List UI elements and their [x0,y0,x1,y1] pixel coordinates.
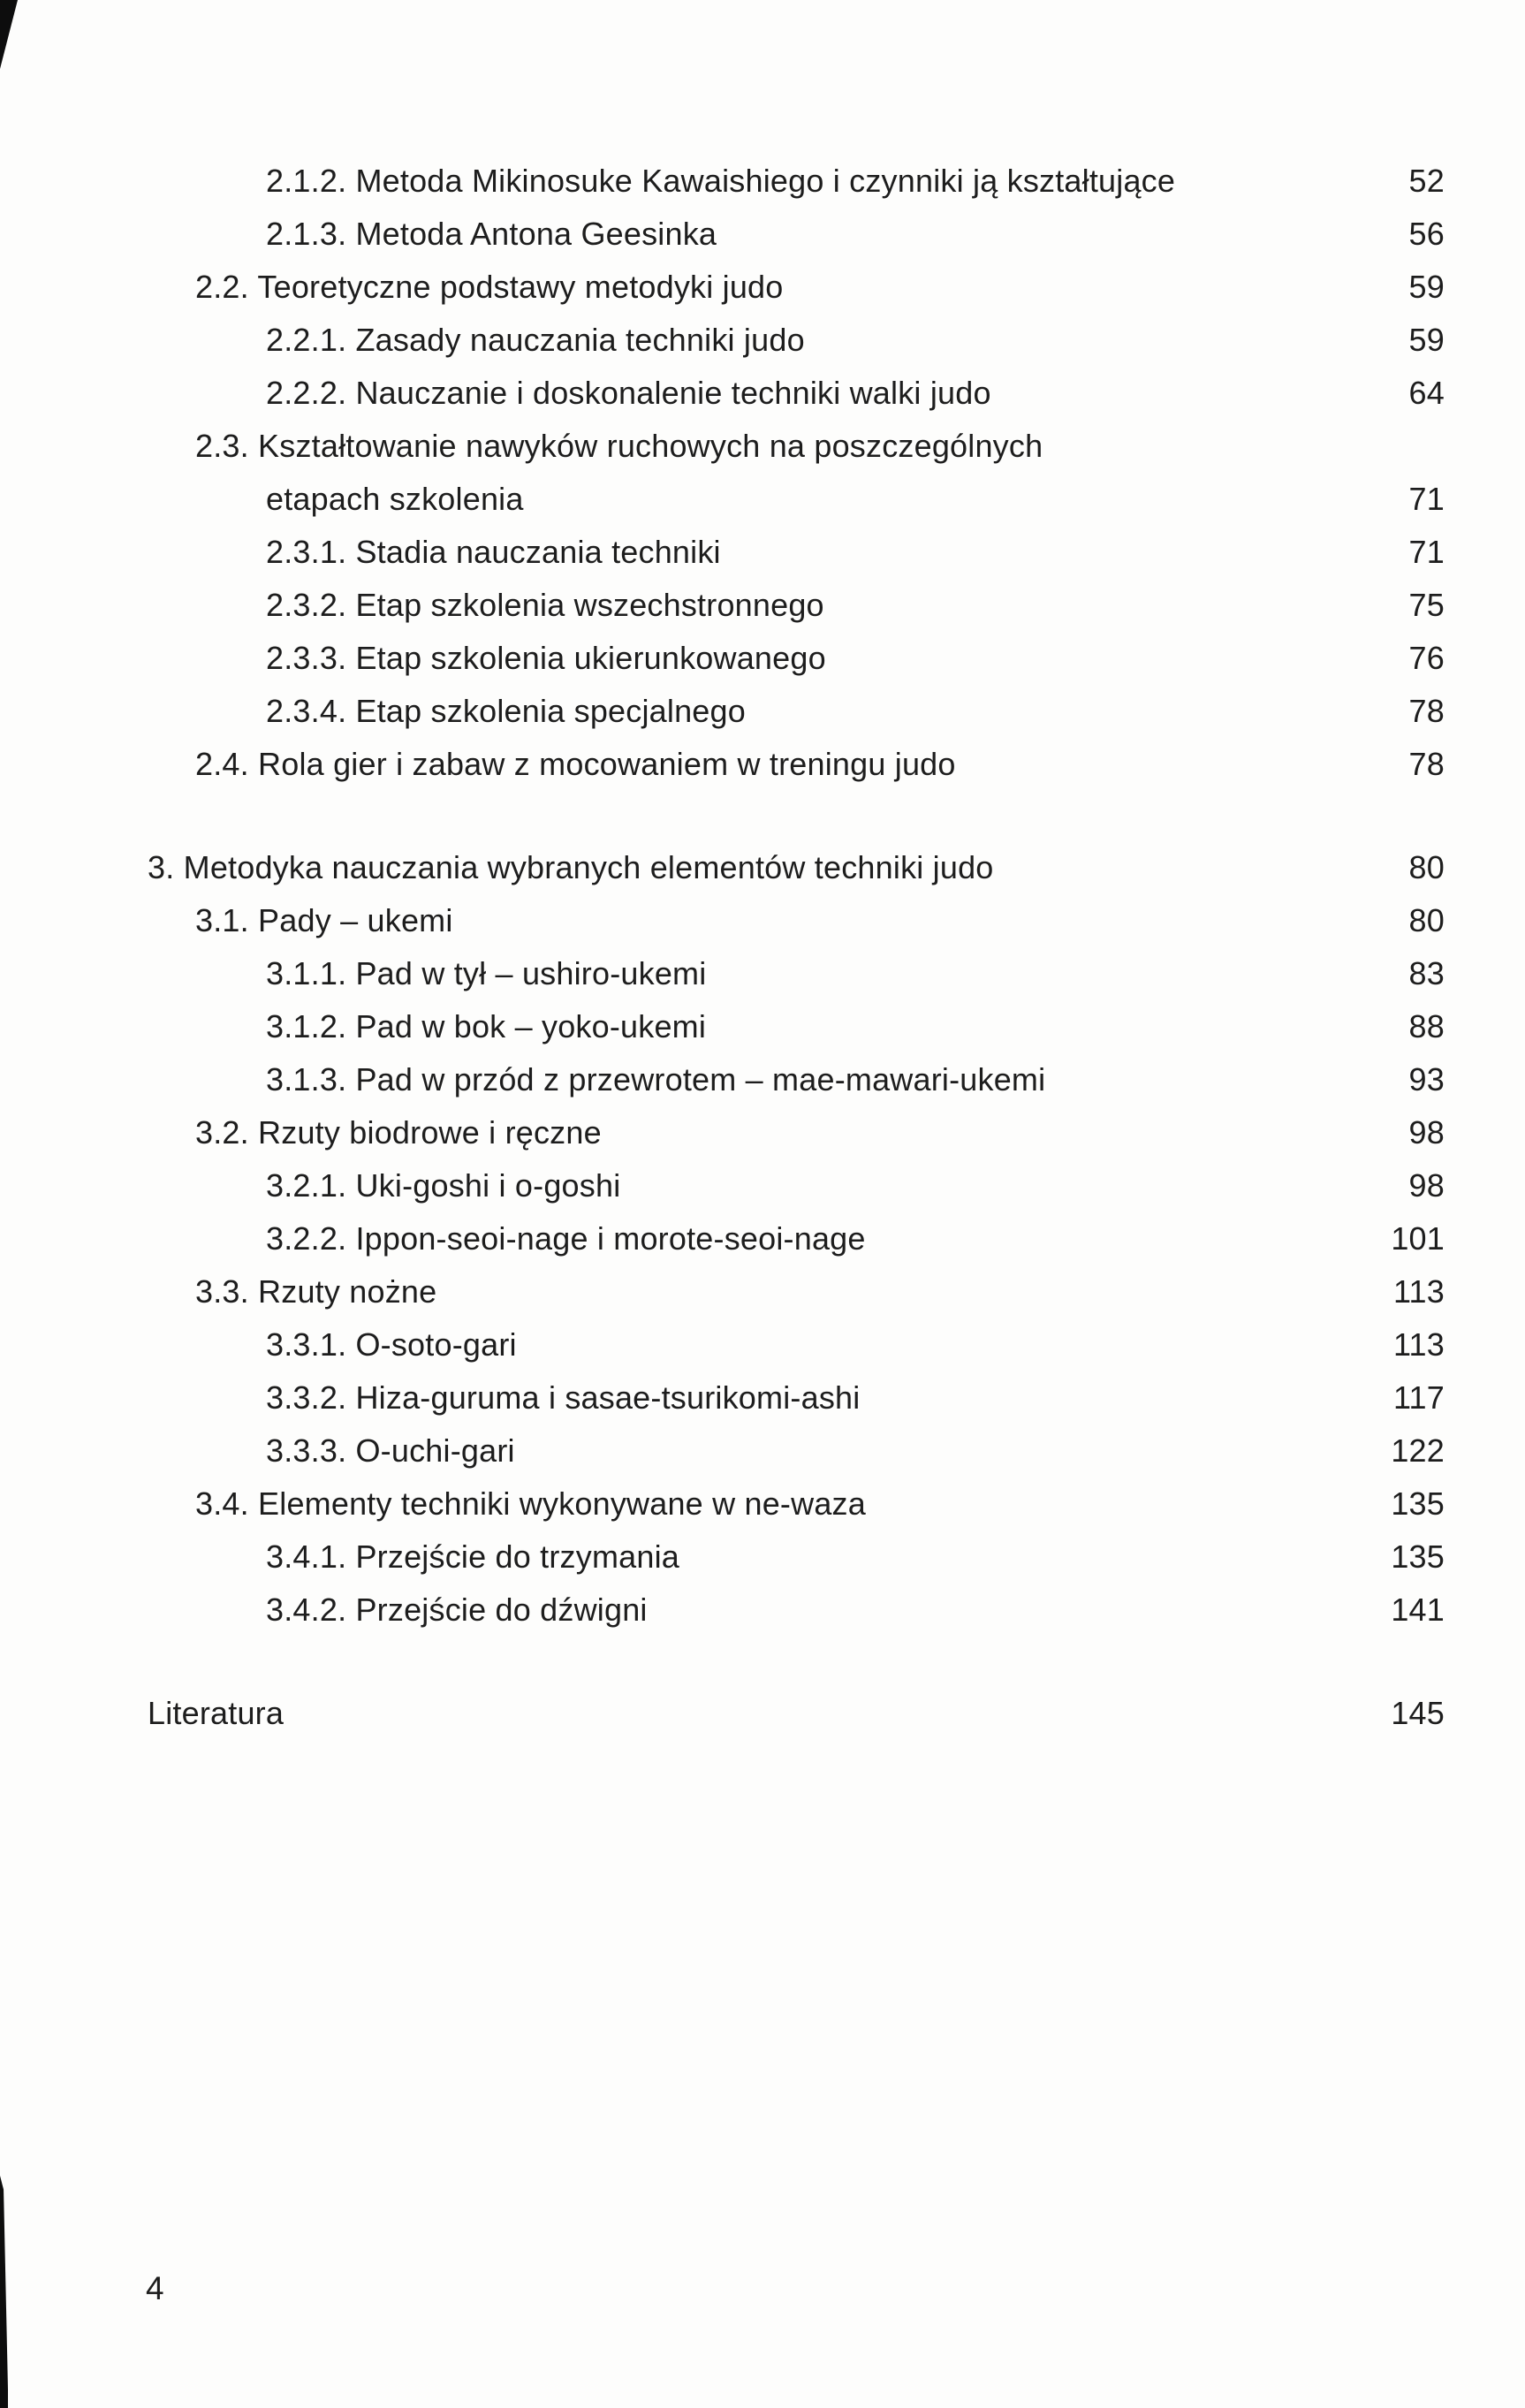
toc-entry-label: 3.4.2. Przejście do dźwigni [266,1591,648,1628]
toc-entry-page: 98 [1408,1167,1445,1204]
toc-entry-label: 3.2.1. Uki-goshi i o-goshi [266,1167,621,1204]
toc-entry-page: 56 [1408,216,1445,252]
toc-entry [148,1265,1445,1318]
toc-entry [148,420,1445,526]
toc-entry-page: 59 [1408,322,1445,358]
toc-entry [148,1477,1445,1531]
toc-entry-page: 64 [1408,375,1445,411]
table-of-contents [148,155,1445,1740]
toc-entry-label: 3.3.1. O-soto-gari [266,1326,517,1363]
toc-entry-page: 98 [1408,1114,1445,1151]
toc-entry [148,841,1445,894]
toc-section [148,841,1445,1637]
toc-entry [148,1371,1445,1424]
toc-entry [148,1424,1445,1477]
toc-entry-label: 3.1. Pady – ukemi [195,902,453,938]
toc-entry-page: 135 [1391,1538,1445,1575]
toc-entry-label: 3.4. Elementy techniki wykonywane w ne-waza [195,1485,866,1522]
toc-entry-label: 2.1.2. Metoda Mikinosuke Kawaishiego i czynniki ją kształtujące [266,163,1176,199]
toc-entry [148,1318,1445,1371]
toc-entry-label: Literatura [148,1695,285,1731]
toc-entry [148,685,1445,738]
toc-entry [148,1159,1445,1212]
toc-entry [148,632,1445,685]
toc-section [148,1687,1445,1740]
toc-entry [148,1531,1445,1584]
toc-entry-page: 52 [1408,163,1445,199]
toc-entry-page: 59 [1408,269,1445,305]
toc-entry-page: 145 [1391,1695,1445,1731]
toc-entry-page: 113 [1393,1326,1445,1363]
toc-entry-page: 83 [1408,955,1445,991]
toc-entry-page: 122 [1391,1432,1445,1469]
toc-entry-page: 71 [1408,481,1445,517]
toc-entry-page: 88 [1408,1008,1445,1044]
toc-entry-label: 2.3.2. Etap szkolenia wszechstronnego [266,587,824,623]
toc-entry-label: 2.2. Teoretyczne podstawy metodyki judo [195,269,784,305]
toc-entry-label: 3.3.3. O-uchi-gari [266,1432,515,1469]
toc-entry-label: 2.2.2. Nauczanie i doskonalenie techniki walki judo [266,375,991,411]
toc-entry [148,947,1445,1000]
toc-entry [148,261,1445,314]
toc-entry [148,526,1445,579]
toc-entry [148,367,1445,420]
toc-entry [148,738,1445,791]
toc-entry-label: 2.3.3. Etap szkolenia ukierunkowanego [266,640,826,676]
toc-entry-page: 80 [1408,902,1445,938]
toc-entry-label: 3. Metodyka nauczania wybranych elementów techniki judo [148,849,994,885]
toc-entry-label: 3.2. Rzuty biodrowe i ręczne [195,1114,602,1151]
toc-entry [148,1053,1445,1106]
page-number: 4 [146,2270,164,2306]
toc-entry-label: 2.3.4. Etap szkolenia specjalnego [266,693,746,729]
toc-entry-page: 80 [1408,849,1445,885]
toc-entry-page: 75 [1408,587,1445,623]
toc-entry-label: 3.1.3. Pad w przód z przewrotem – mae-mawari-ukemi [266,1061,1046,1098]
toc-entry-page: 78 [1408,693,1445,729]
toc-entry [148,1212,1445,1265]
toc-entry-label: 3.3.2. Hiza-guruma i sasae-tsurikomi-ashi [266,1379,861,1416]
toc-entry [148,155,1445,208]
toc-entry-label: 2.2.1. Zasady nauczania techniki judo [266,322,805,358]
toc-entry-label: 2.4. Rola gier i zabaw z mocowaniem w treningu judo [195,746,956,782]
toc-entry [148,894,1445,947]
scan-artifact-top-left [0,0,18,69]
toc-entry-page: 93 [1408,1061,1445,1098]
toc-entry-page: 141 [1391,1591,1445,1628]
toc-entry-page: 78 [1408,746,1445,782]
toc-entry [148,1000,1445,1053]
toc-entry [148,1687,1445,1740]
scan-artifact-bottom-left [0,2176,8,2408]
toc-entry-page: 101 [1391,1220,1445,1257]
toc-entry-page: 71 [1408,534,1445,570]
toc-entry-label: 2.3.1. Stadia nauczania techniki [266,534,721,570]
toc-entry-label: 3.2.2. Ippon-seoi-nage i morote-seoi-nage [266,1220,866,1257]
toc-entry-label: 3.3. Rzuty nożne [195,1273,437,1310]
toc-entry-page: 117 [1393,1379,1445,1416]
toc-entry-page: 135 [1391,1485,1445,1522]
toc-entry-label: 2.1.3. Metoda Antona Geesinka [266,216,717,252]
toc-entry-label: 3.1.2. Pad w bok – yoko-ukemi [266,1008,707,1044]
toc-entry [148,1106,1445,1159]
toc-entry [148,579,1445,632]
toc-entry [148,1584,1445,1637]
toc-entry-label: 2.3. Kształtowanie nawyków ruchowych na poszczególnych etapach szkolenia [195,428,1043,517]
toc-entry-page: 113 [1393,1273,1445,1310]
toc-entry [148,314,1445,367]
toc-entry-label: 3.1.1. Pad w tył – ushiro-ukemi [266,955,707,991]
toc-section [148,155,1445,791]
toc-entry-label: 3.4.1. Przejście do trzymania [266,1538,679,1575]
toc-entry-page: 76 [1408,640,1445,676]
toc-entry [148,208,1445,261]
